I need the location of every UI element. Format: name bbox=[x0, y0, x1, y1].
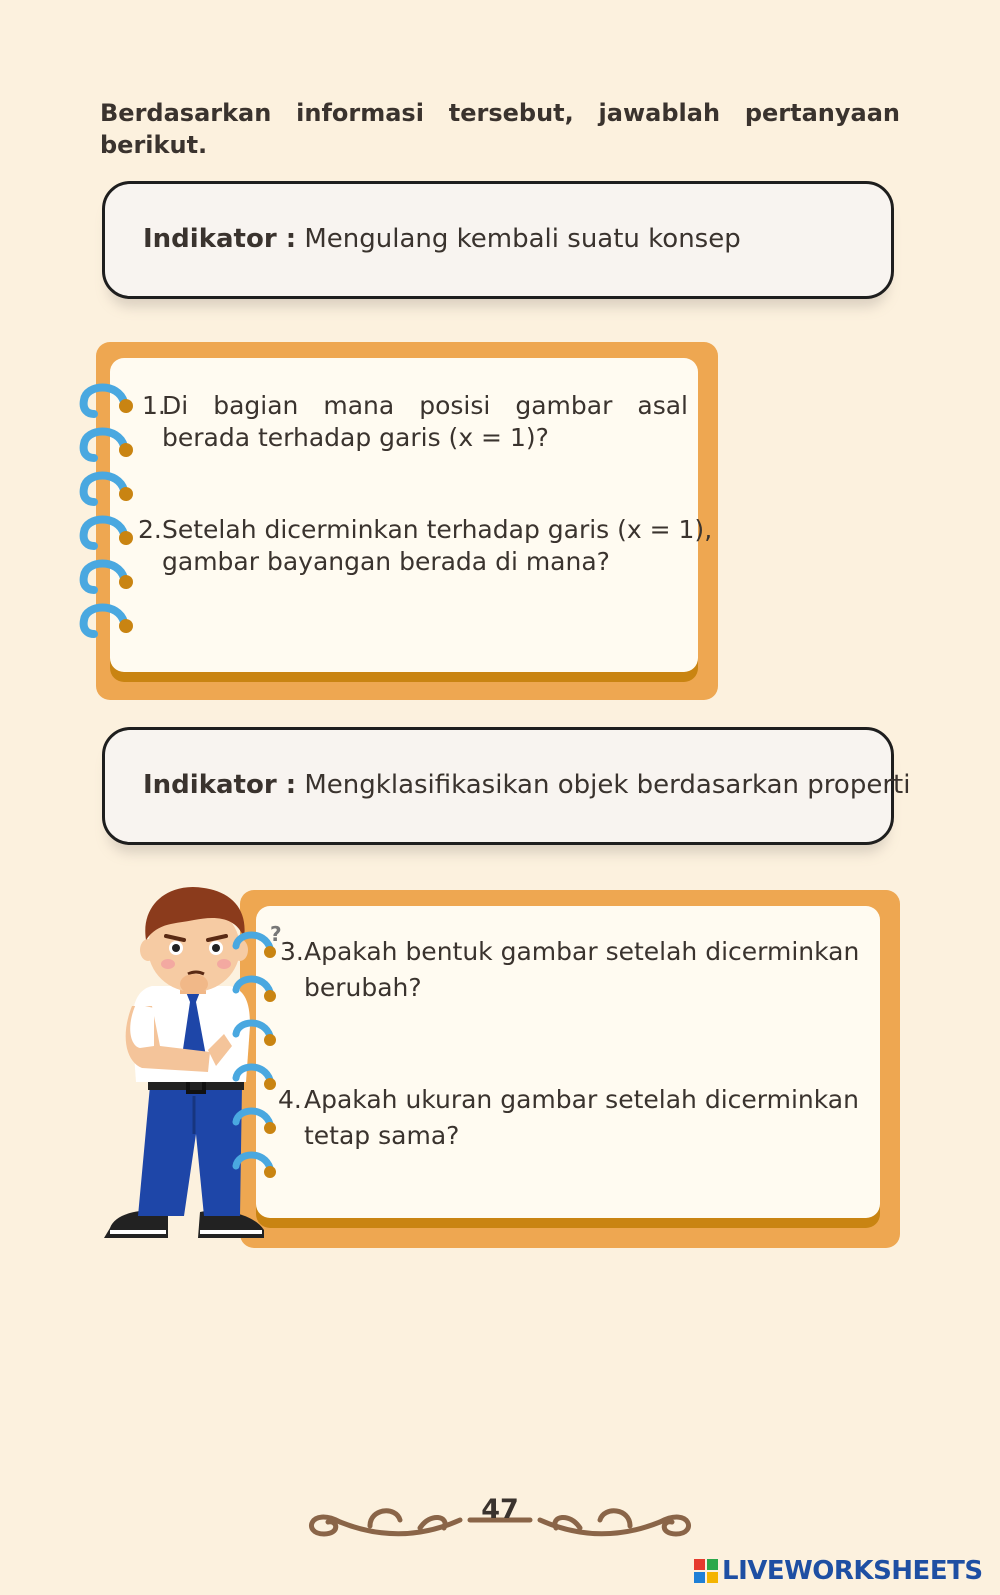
question-1-line-1: Di bagian mana posisi gambar asal bbox=[162, 391, 688, 420]
question-2-number: 2. bbox=[138, 515, 162, 544]
spiral-rings-2 bbox=[224, 928, 284, 1188]
ring-icon bbox=[236, 1111, 270, 1124]
question-2-line-2: gambar bayangan berada di mana? bbox=[162, 547, 610, 576]
question-3-number: 3. bbox=[280, 937, 304, 966]
ring-icon bbox=[236, 1067, 270, 1080]
ring-icon bbox=[84, 476, 124, 503]
question-4-line-2: tetap sama? bbox=[304, 1121, 460, 1150]
question-3-line-1: Apakah bentuk gambar setelah dicerminkan bbox=[304, 937, 860, 966]
indicator-2-text bbox=[143, 770, 910, 800]
thinking-question-mark: ? bbox=[270, 922, 282, 946]
indicator-1-value: Mengulang kembali suatu konsep bbox=[304, 224, 741, 254]
page-number: 47 bbox=[481, 1494, 519, 1525]
ring-icon bbox=[236, 1155, 270, 1168]
spiral-rings-1 bbox=[72, 380, 142, 650]
ring-icon bbox=[84, 564, 124, 591]
question-1-number: 1. bbox=[142, 391, 166, 420]
question-4-number: 4. bbox=[278, 1085, 302, 1114]
ring-icon bbox=[84, 432, 124, 459]
indicator-1-label: Indikator : bbox=[143, 224, 297, 254]
question-4-line-1: Apakah ukuran gambar setelah dicerminkan bbox=[304, 1085, 859, 1114]
liveworksheets-logo bbox=[694, 1554, 983, 1588]
liveworksheets-logo-icon bbox=[694, 1559, 718, 1583]
ring-icon bbox=[84, 520, 124, 547]
ring-icon bbox=[236, 935, 270, 948]
indicator-1-text bbox=[143, 224, 741, 254]
indicator-2-label: Indikator : bbox=[143, 770, 297, 800]
intro-line-1: Berdasarkan informasi tersebut, jawablah pertanyaan bbox=[100, 99, 900, 127]
question-2 bbox=[138, 514, 713, 578]
indicator-2-value: Mengklasifikasikan objek berdasarkan properti bbox=[304, 770, 911, 800]
ring-icon bbox=[84, 388, 124, 415]
ring-icon bbox=[84, 608, 124, 635]
question-3 bbox=[280, 936, 880, 1008]
ring-icon bbox=[236, 979, 270, 992]
brand-name: LIVEWORKSHEETS bbox=[722, 1556, 983, 1586]
question-1 bbox=[142, 390, 688, 454]
indicator-box-1 bbox=[102, 181, 894, 299]
question-1-line-2: berada terhadap garis (x = 1)? bbox=[162, 423, 549, 452]
question-4 bbox=[278, 1084, 880, 1156]
indicator-box-2 bbox=[102, 727, 911, 845]
question-3-line-2: berubah? bbox=[304, 973, 422, 1002]
intro-line-2: berikut. bbox=[100, 131, 208, 159]
ring-icon bbox=[236, 1023, 270, 1036]
question-2-line-1: Setelah dicerminkan terhadap garis (x = 1), bbox=[162, 515, 713, 544]
